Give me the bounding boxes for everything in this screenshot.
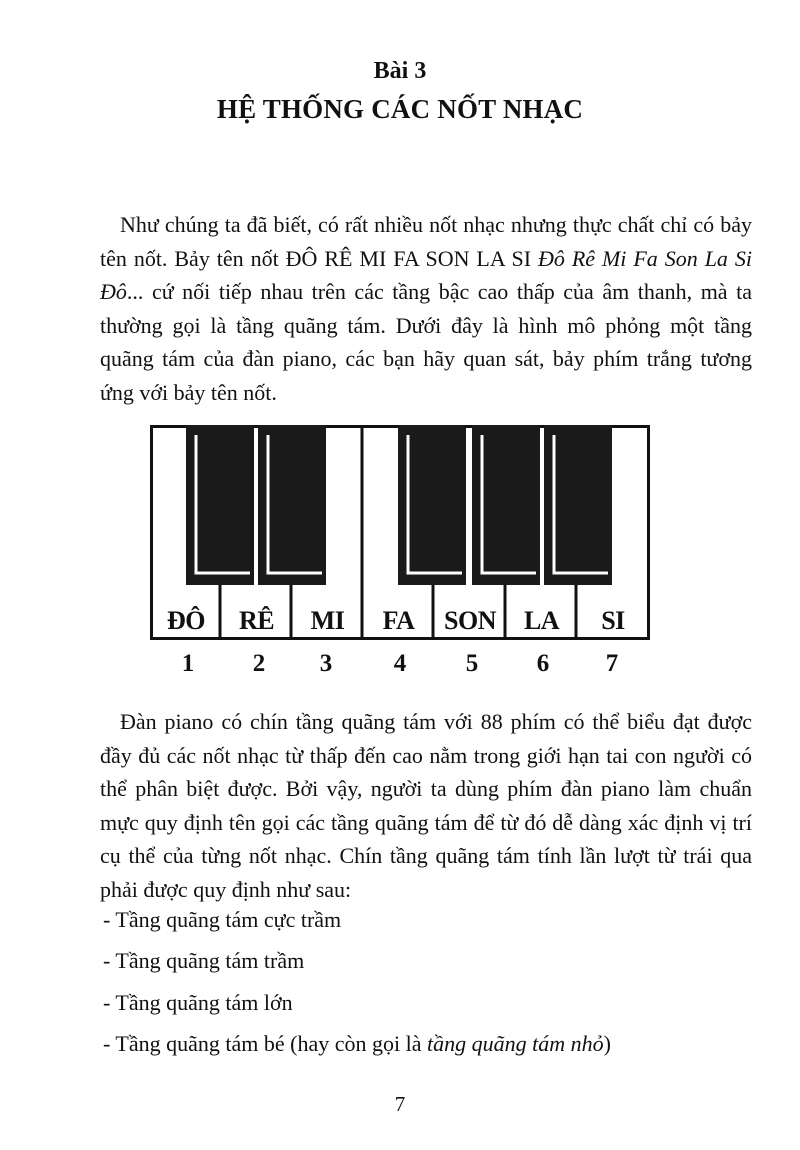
intro-paragraph: [100, 208, 752, 409]
black-key-4: [472, 425, 540, 585]
intro-text-end: ... cứ nối tiếp nhau trên các tầng bậc cao thấp của âm thanh, mà ta thường gọi là tầng quãng tám. Dưới đây là hình mô phỏng một tầng quãng tám của đàn piano, các bạn hãy quan sát, bảy phím trắng tương ứng với bảy tên nốt.: [100, 279, 752, 405]
note-label-fa: FA: [382, 606, 415, 635]
lesson-number: Bài 3: [373, 58, 427, 84]
note-number-5: 5: [465, 650, 479, 677]
list-item-close: ): [603, 1031, 611, 1056]
note-number-4: 4: [393, 650, 407, 677]
piano-keyboard-diagram: [150, 425, 650, 641]
note-label-mi: MI: [310, 606, 345, 635]
intro-italic-notes: Đô Rê Mi Fa Son La Si Đô: [100, 245, 752, 304]
note-number-1: 1: [181, 650, 195, 677]
note-number-6: 6: [536, 650, 550, 677]
list-item-text: - Tầng quãng tám bé (hay còn gọi là: [103, 1031, 427, 1056]
body-paragraph: [100, 705, 752, 906]
note-label-re: RÊ: [238, 606, 275, 635]
page-title: HỆ THỐNG CÁC NỐT NHẠC: [216, 94, 584, 124]
list-item: [103, 1029, 611, 1059]
note-label-do: ĐÔ: [167, 606, 205, 635]
intro-text-start: Như chúng ta đã biết, có rất nhiều nốt nhạc nhưng thực chất chỉ có bảy tên nốt. Bảy tên nốt ĐÔ RÊ MI FA SON LA SI: [100, 212, 752, 271]
black-key-1: [186, 425, 254, 585]
note-label-si: SI: [601, 606, 625, 635]
black-key-2: [258, 425, 326, 585]
black-key-5: [544, 425, 612, 585]
note-label-la: LA: [523, 606, 560, 635]
note-label-son: SON: [444, 606, 496, 635]
list-item: - Tầng quãng tám cực trầm: [103, 907, 342, 932]
list-item: - Tầng quãng tám lớn: [103, 990, 293, 1015]
list-item: - Tầng quãng tám trầm: [103, 948, 305, 973]
note-number-7: 7: [605, 650, 619, 677]
list-item-italic: tầng quãng tám nhỏ: [427, 1031, 604, 1056]
body-text: Đàn piano có chín tầng quãng tám với 88 phím có thể biểu đạt được đầy đủ các nốt nhạc từ thấp đến cao nằm trong giới hạn tai con người có thể phân biệt được. Bởi vậy, người ta dùng phím đàn piano làm chuẩn mực quy định tên gọi các tầng quãng tám để từ đó dễ dàng xác định vị trí cụ thể của từng nốt nhạc. Chín tầng quãng tám tính lần lượt từ trái qua phải được quy định như sau:: [100, 709, 752, 902]
black-key-3: [398, 425, 466, 585]
note-number-2: 2: [252, 650, 266, 677]
note-number-3: 3: [319, 650, 333, 677]
page-number: 7: [394, 1092, 406, 1116]
